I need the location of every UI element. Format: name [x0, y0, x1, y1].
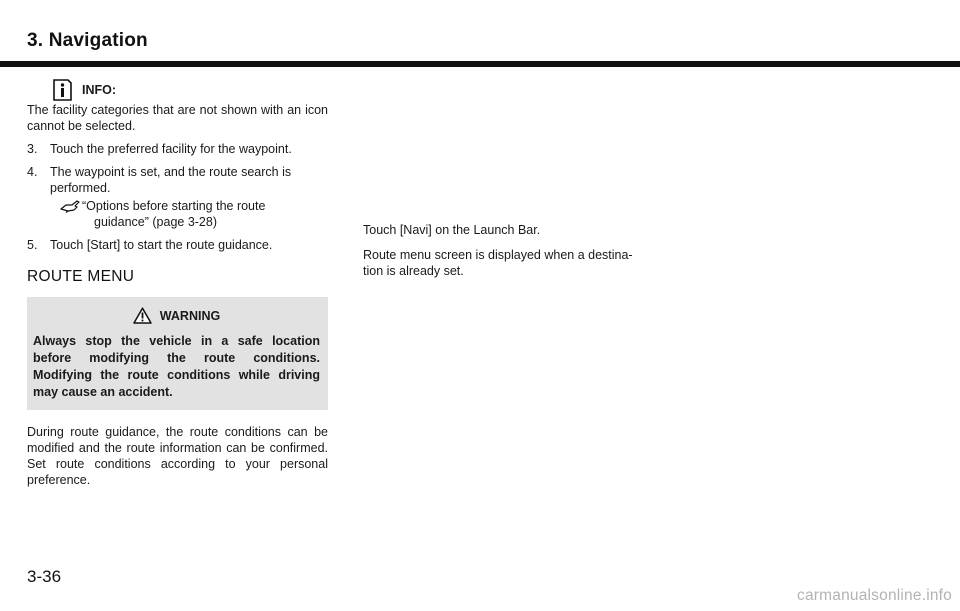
hand-pointer-icon	[60, 199, 80, 213]
step-4	[27, 164, 328, 196]
navi-instruction: Touch [Navi] on the Launch Bar.	[363, 223, 541, 237]
step-5	[27, 237, 328, 253]
info-text: The facility categories that are not shown with an icon cannot be selected.	[27, 103, 328, 133]
step-number: 5.	[27, 238, 38, 252]
left-column	[27, 78, 328, 495]
section-heading: ROUTE MENU	[27, 268, 135, 285]
watermark: carmanualsonline.info	[797, 587, 952, 604]
step-text: Touch [Start] to start the route guidance.	[50, 238, 273, 252]
description-line-1: Route menu screen is displayed when a destina-	[363, 248, 633, 262]
step-number: 4.	[27, 165, 38, 179]
chapter-title: 3. Navigation	[27, 30, 148, 51]
page-number: 3-36	[27, 567, 62, 586]
description-line-2: tion is already set.	[363, 264, 464, 278]
step-text: Touch the preferred facility for the waypoint.	[50, 142, 292, 156]
step-3	[27, 141, 328, 157]
info-label: INFO:	[82, 83, 117, 97]
info-icon	[52, 79, 72, 101]
warning-text: Always stop the vehicle in a safe location before modifying the route conditions. Modifying the route conditions while driving may cause an accident.	[33, 334, 320, 399]
section-body: During route guidance, the route conditions can be modified and the route information can be confirmed. Set route conditions according to your personal preference.	[27, 425, 328, 487]
step-number: 3.	[27, 142, 38, 156]
page-reference	[50, 198, 328, 230]
info-header	[27, 78, 328, 102]
route-menu-description	[363, 247, 638, 279]
step-text: The waypoint is set, and the route search is performed.	[50, 165, 292, 195]
warning-header	[33, 307, 320, 324]
right-column	[363, 222, 638, 279]
warning-label: WARNING	[159, 308, 221, 323]
warning-triangle-icon	[133, 307, 152, 324]
reference-line-2: guidance” (page 3-28)	[94, 215, 217, 229]
warning-box	[27, 297, 328, 410]
reference-line-1: “Options before starting the route	[82, 199, 266, 213]
header-rule	[0, 61, 960, 67]
